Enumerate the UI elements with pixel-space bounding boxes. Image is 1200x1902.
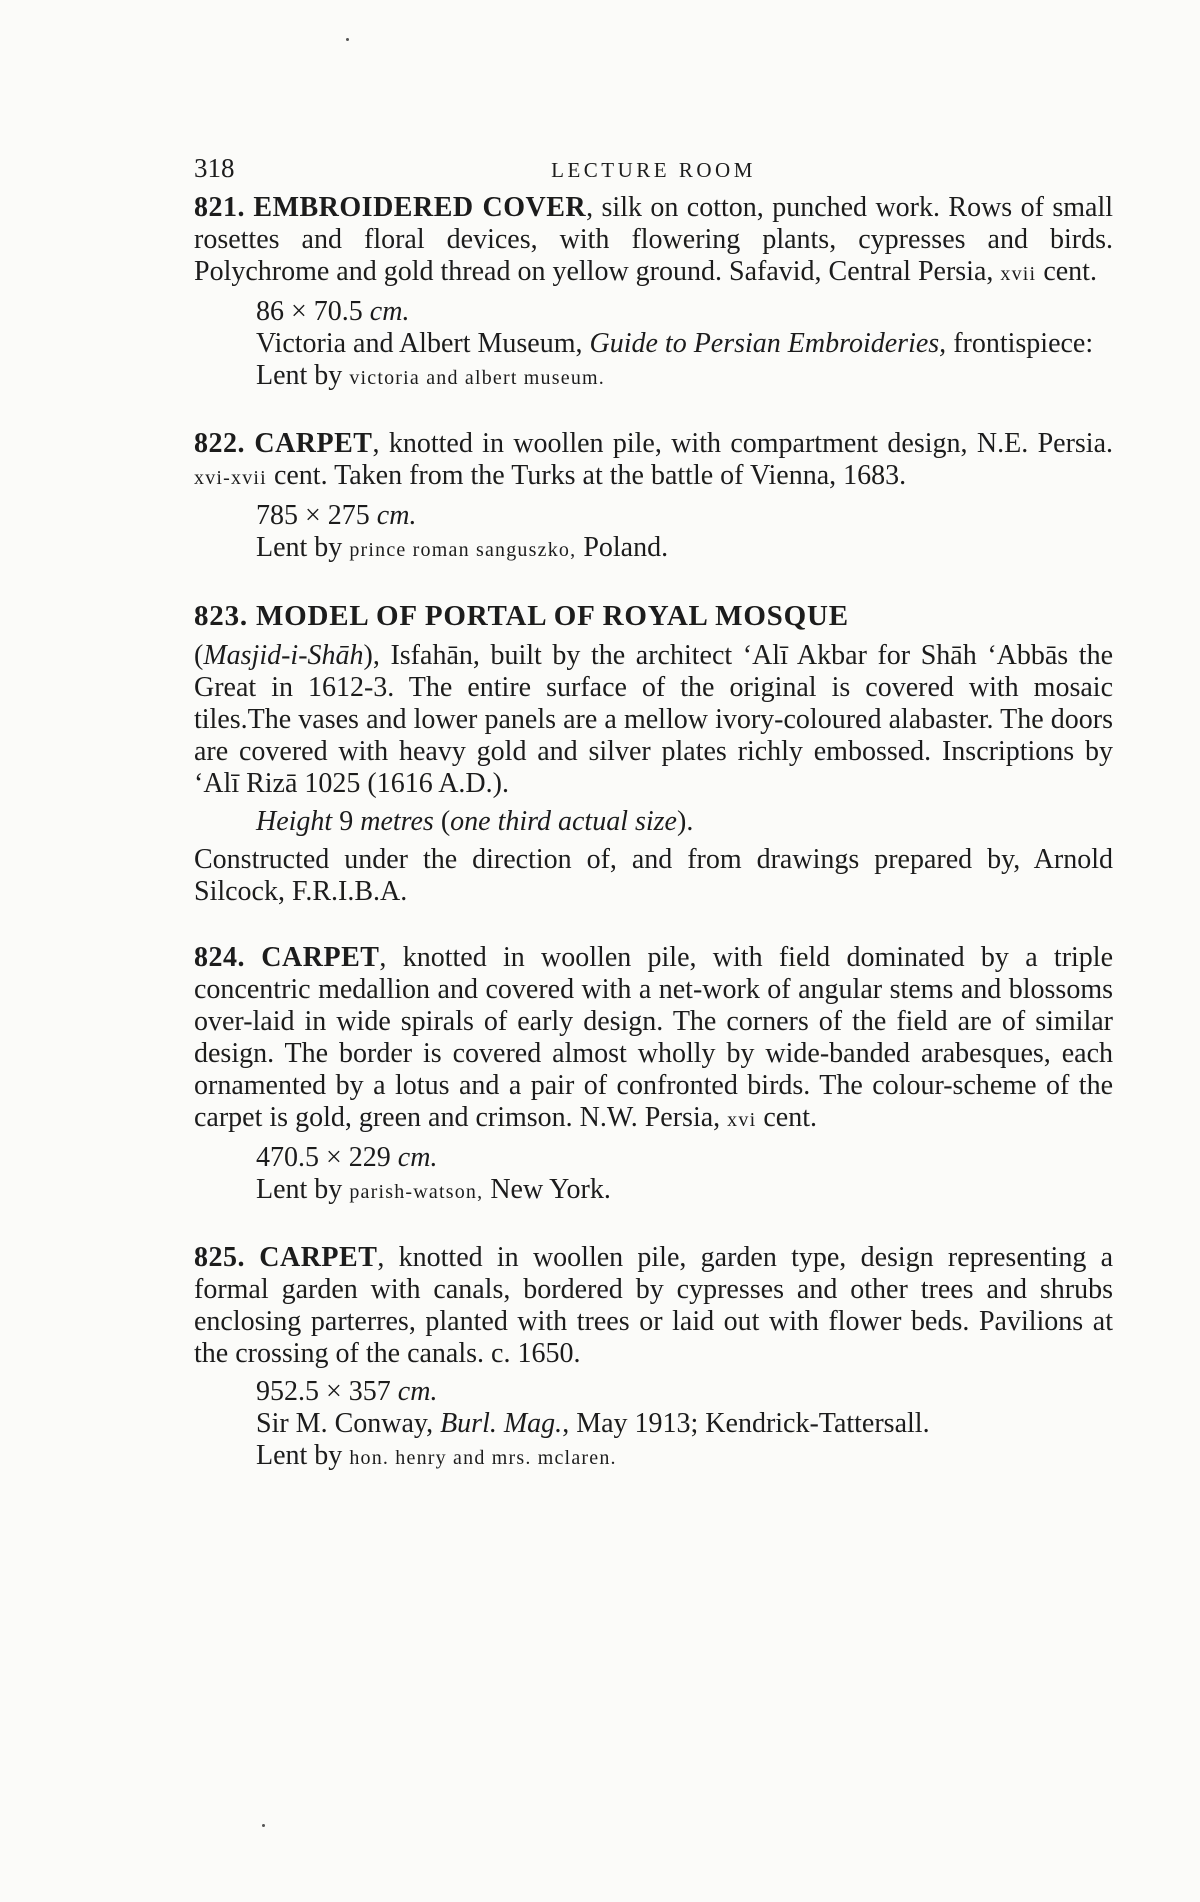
entry-description: 824. CARPET, knotted in woollen pile, with field dominated by a triple concentric medallion and covered with a net-work of angular stems and blossoms over-laid in wide spirals of early design. The corners of the field are of similar design. The border is covered almost wholly by wide-banded arabesques, each ornamented by a lotus and a pair of confronted birds. The colour-scheme of the carpet is gold, green and crimson. N.W. Persia, xvi cent. <box>194 942 1114 1133</box>
entry-dimensions: Height 9 metres (one third actual size). <box>256 806 694 837</box>
entry-construction-note: Constructed under the direction of, and from drawings prepared by, Arnold Silcock, F.R.I.B.A. <box>194 844 1113 907</box>
entry-lender: Lent by victoria and albert museum. <box>256 360 605 391</box>
entry-description: 822. CARPET, knotted in woollen pile, with compartment design, N.E. Persia. xvi-xvii cent. Taken from the Turks at the battle of Vienna, 1683. <box>194 428 1113 491</box>
entry-821 <box>194 192 1113 394</box>
page-number: 318 <box>194 153 235 183</box>
entry-title: CARPET <box>261 942 380 973</box>
entry-title: MODEL OF PORTAL OF ROYAL MOSQUE <box>256 600 849 632</box>
entry-description: (Masjid-i-Shāh), Isfahān, built by the architect ‘Alī Akbar for Shāh ‘Abbās the Great in 1612-3. The entire surface of the original is covered with mosaic tiles.The vases and lower panels are a mellow ivory-coloured alabaster. The doors are covered with heavy gold and silver plates richly embossed. Inscriptions by ‘Alī Rizā 1025 (1616 A.D.). <box>194 640 1113 799</box>
entry-dimensions: 785 × 275 cm. <box>256 500 417 531</box>
entry-title: CARPET <box>259 1242 378 1273</box>
entry-title: CARPET <box>254 428 373 459</box>
entry-823 <box>194 600 1113 908</box>
entry-heading <box>194 600 1113 632</box>
entry-description: 825. CARPET, knotted in woollen pile, garden type, design representing a formal garden with canals, bordered by cypresses and other trees and shrubs enclosing parterres, planted with trees or laid out with flower beds. Pavilions at the crossing of the canals. c. 1650. <box>194 1242 1114 1369</box>
entry-number: 821. <box>194 192 245 223</box>
entry-dimensions: 86 × 70.5 cm. <box>256 296 410 327</box>
entry-lender: Lent by prince roman sanguszko, Poland. <box>256 532 669 563</box>
entry-lender: Lent by parish-watson, New York. <box>256 1174 611 1205</box>
entry-dimensions: 952.5 × 357 cm. <box>256 1376 438 1407</box>
entry-number: 823. <box>194 600 248 632</box>
catalogue-page <box>194 150 1113 1508</box>
entry-dimensions: 470.5 × 229 cm. <box>256 1142 438 1173</box>
entry-number: 825. <box>194 1242 245 1273</box>
entry-825 <box>194 1242 1113 1474</box>
entry-lender: Lent by hon. henry and mrs. mclaren. <box>256 1440 617 1471</box>
entry-822 <box>194 428 1113 566</box>
entry-reference: Victoria and Albert Museum, Guide to Persian Embroideries, frontispiece: <box>256 328 1094 359</box>
entry-reference: Sir M. Conway, Burl. Mag., May 1913; Kendrick-Tattersall. <box>256 1408 930 1439</box>
running-head: LECTURE ROOM <box>551 158 756 182</box>
entry-title: EMBROIDERED COVER <box>253 192 587 223</box>
entry-description: 821. EMBROIDERED COVER, silk on cotton, punched work. Rows of small rosettes and floral devices, with flowering plants, cypresses and birds. Polychrome and gold thread on yellow ground. Safavid, Central Persia, xvii cent. <box>194 192 1113 287</box>
top-speck <box>346 38 349 41</box>
entry-number: 822. <box>194 428 245 459</box>
entry-824 <box>194 942 1113 1208</box>
page-header <box>194 150 1113 186</box>
bottom-speck <box>262 1824 265 1827</box>
entry-number: 824. <box>194 942 245 973</box>
